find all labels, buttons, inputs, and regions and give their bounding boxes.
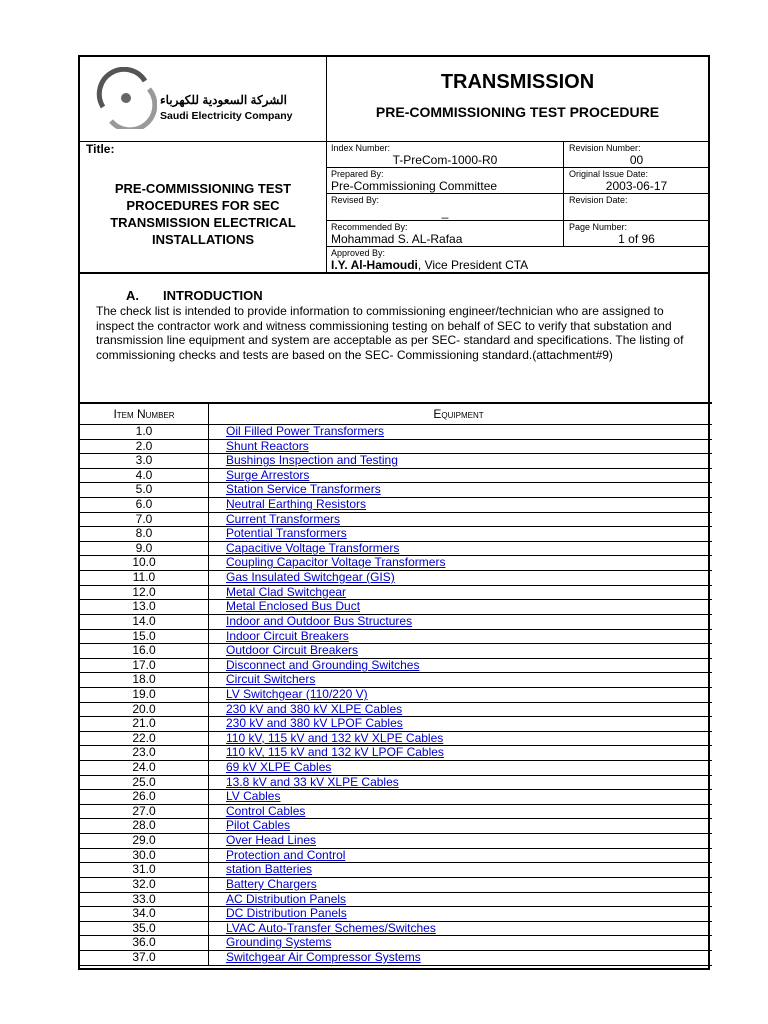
- equipment-link[interactable]: Bushings Inspection and Testing: [226, 453, 398, 468]
- table-row: [80, 498, 712, 513]
- table-row: [80, 659, 712, 674]
- recommended-label: Recommended By:: [331, 222, 408, 232]
- item-number: 16.0: [80, 644, 209, 659]
- equipment-link[interactable]: Shunt Reactors: [226, 438, 309, 453]
- table-row: [80, 761, 712, 776]
- revised-value: _: [441, 205, 449, 219]
- table-row: [80, 469, 712, 484]
- title-cell: [327, 57, 708, 142]
- item-number: 31.0: [80, 863, 209, 878]
- original-issue-value: 2003-06-17: [605, 179, 668, 193]
- equipment-link[interactable]: Current Transformers: [226, 511, 341, 526]
- item-number: 33.0: [80, 893, 209, 908]
- table-body: [80, 425, 712, 966]
- equipment-link[interactable]: LVAC Auto-Transfer Schemes/Switches: [226, 920, 436, 935]
- table-row: [80, 644, 712, 659]
- table-row: [80, 893, 712, 908]
- approved-value: [327, 258, 708, 272]
- equipment-link[interactable]: Battery Chargers: [226, 876, 317, 891]
- title-label: Title:: [86, 142, 115, 156]
- item-number: 24.0: [80, 761, 209, 776]
- table-row: [80, 732, 712, 747]
- document-page: [78, 55, 710, 970]
- equipment-link[interactable]: Station Service Transformers: [226, 482, 381, 497]
- page-number-value: 1 of 96: [618, 232, 655, 246]
- table-row: [80, 454, 712, 469]
- equipment-link[interactable]: Indoor and Outdoor Bus Structures: [226, 613, 413, 628]
- item-number: 12.0: [80, 586, 209, 601]
- table-row: [80, 819, 712, 834]
- item-number: 32.0: [80, 878, 209, 893]
- header-bottom-rule: [80, 272, 708, 274]
- introduction-section: [96, 288, 696, 362]
- prepared-label: Prepared By:: [331, 169, 384, 179]
- intro-body: The check list is intended to provide information to commissioning engineer/technician who are assigned to inspect the contractor work and witness commissioning testing on behalf of SEC to verify that substation and transmission line equipment and system are acceptable as per SEC- standard and specifications. The listing of commissioning checks and tests are based on the SEC- Commissioning standard.(attachment#9): [96, 304, 684, 362]
- equipment-link[interactable]: Outdoor Circuit Breakers: [226, 643, 359, 658]
- revision-date-label: Revision Date:: [569, 195, 628, 205]
- item-number: 6.0: [80, 498, 209, 513]
- meta-row-revised: [327, 194, 708, 221]
- equipment-link[interactable]: Indoor Circuit Breakers: [226, 628, 349, 643]
- item-number: 4.0: [80, 469, 209, 484]
- equipment-link[interactable]: Pilot Cables: [226, 818, 291, 833]
- equipment-link[interactable]: 230 kV and 380 kV LPOF Cables: [226, 716, 403, 731]
- item-number: 29.0: [80, 834, 209, 849]
- intro-number: A.: [126, 288, 139, 303]
- table-row: [80, 703, 712, 718]
- equipment-link[interactable]: Metal Clad Switchgear: [226, 584, 347, 599]
- table-row: [80, 673, 712, 688]
- equipment-link[interactable]: Protection and Control: [226, 847, 346, 862]
- table-row: [80, 688, 712, 703]
- equipment-link[interactable]: LV Cables: [226, 789, 281, 804]
- col-item-number: Item Number: [80, 404, 209, 424]
- item-number: 30.0: [80, 849, 209, 864]
- equipment-link[interactable]: Over Head Lines: [226, 833, 317, 848]
- equipment-link[interactable]: Circuit Switchers: [226, 672, 316, 687]
- table-row: [80, 922, 712, 937]
- document-title-cell: [80, 142, 327, 272]
- item-number: 28.0: [80, 819, 209, 834]
- table-row: [80, 615, 712, 630]
- item-number: 2.0: [80, 440, 209, 455]
- item-number: 8.0: [80, 527, 209, 542]
- table-row: [80, 805, 712, 820]
- table-row: [80, 440, 712, 455]
- equipment-link[interactable]: 69 kV XLPE Cables: [226, 760, 332, 775]
- logo-english-text: Saudi Electricity Company: [160, 110, 293, 122]
- meta-row-index: [327, 142, 708, 168]
- equipment-link[interactable]: Capacitive Voltage Transformers: [226, 540, 400, 555]
- approved-name: I.Y. Al-Hamoudi: [331, 258, 418, 272]
- table-row: [80, 513, 712, 528]
- table-row: [80, 542, 712, 557]
- table-row: [80, 600, 712, 615]
- header-subtitle: PRE-COMMISSIONING TEST PROCEDURE: [375, 104, 660, 120]
- equipment-table: [80, 402, 712, 964]
- table-row: [80, 878, 712, 893]
- equipment-link[interactable]: Metal Enclosed Bus Duct: [226, 599, 361, 614]
- sec-logo-icon: [95, 67, 157, 129]
- equipment-link[interactable]: Control Cables: [226, 803, 306, 818]
- item-number: 9.0: [80, 542, 209, 557]
- intro-heading: [126, 288, 696, 303]
- table-row: [80, 834, 712, 849]
- approved-role: , Vice President CTA: [417, 258, 529, 272]
- recommended-value: Mohammad S. AL-Rafaa: [331, 232, 463, 246]
- item-number: 18.0: [80, 673, 209, 688]
- equipment-link[interactable]: Switchgear Air Compressor Systems: [226, 949, 421, 964]
- revision-number-label: Revision Number:: [569, 143, 641, 153]
- item-number: 35.0: [80, 922, 209, 937]
- equipment-link[interactable]: Grounding Systems: [226, 935, 332, 950]
- item-number: 13.0: [80, 600, 209, 615]
- item-number: 11.0: [80, 571, 209, 586]
- table-header: [80, 404, 712, 425]
- approved-label: Approved By:: [331, 248, 386, 258]
- table-row: [80, 907, 712, 922]
- item-number: 7.0: [80, 513, 209, 528]
- table-row: [80, 425, 712, 440]
- equipment-link[interactable]: 110 kV, 115 kV and 132 kV XLPE Cables: [226, 730, 444, 745]
- table-row: [80, 586, 712, 601]
- equipment-link[interactable]: DC Distribution Panels: [226, 906, 347, 921]
- logo-cell: [80, 57, 327, 142]
- equipment-link[interactable]: Potential Transformers: [226, 526, 347, 541]
- equipment-link[interactable]: Oil Filled Power Transformers: [226, 424, 385, 438]
- table-row: [80, 849, 712, 864]
- equipment-link[interactable]: Neutral Earthing Resistors: [226, 497, 367, 512]
- meta-row-prepared: [327, 168, 708, 194]
- equipment-link[interactable]: Surge Arrestors: [226, 467, 310, 482]
- header-block: [80, 57, 708, 272]
- table-row: [80, 717, 712, 732]
- item-number: 19.0: [80, 688, 209, 703]
- item-number: 14.0: [80, 615, 209, 630]
- logo-arabic-text: الشركة السعودية للكهرباء: [160, 93, 287, 107]
- item-number: 27.0: [80, 805, 209, 820]
- meta-row-recommended: [327, 221, 708, 247]
- equipment-link[interactable]: Gas Insulated Switchgear (GIS): [226, 570, 395, 585]
- equipment-link[interactable]: station Batteries: [226, 862, 313, 877]
- item-number: 26.0: [80, 790, 209, 805]
- item-number: 1.0: [80, 425, 209, 440]
- equipment-link[interactable]: 230 kV and 380 kV XLPE Cables: [226, 701, 403, 716]
- equipment-link[interactable]: 13.8 kV and 33 kV XLPE Cables: [226, 774, 399, 789]
- table-row: [80, 746, 712, 761]
- original-issue-label: Original Issue Date:: [569, 169, 649, 179]
- item-number: 36.0: [80, 936, 209, 951]
- table-row: [80, 936, 712, 951]
- item-number: 20.0: [80, 703, 209, 718]
- equipment-link[interactable]: LV Switchgear (110/220 V): [226, 686, 368, 701]
- item-number: 17.0: [80, 659, 209, 674]
- table-row: [80, 951, 712, 966]
- page-number-label: Page Number:: [569, 222, 628, 232]
- item-number: 3.0: [80, 454, 209, 469]
- item-number: 25.0: [80, 776, 209, 791]
- document-title: PRE-COMMISSIONING TEST PROCEDURES FOR SEC TRANSMISSION ELECTRICAL INSTALLATIONS: [110, 181, 296, 247]
- equipment-link[interactable]: 110 kV, 115 kV and 132 kV LPOF Cables: [226, 745, 444, 760]
- intro-heading-text: INTRODUCTION: [163, 288, 263, 303]
- item-number: 23.0: [80, 746, 209, 761]
- item-number: 37.0: [80, 951, 209, 966]
- equipment-link[interactable]: AC Distribution Panels: [226, 891, 347, 906]
- meta-row-approved: [327, 247, 708, 272]
- item-number: 22.0: [80, 732, 209, 747]
- item-number: 34.0: [80, 907, 209, 922]
- item-number: 5.0: [80, 483, 209, 498]
- table-row: [80, 483, 712, 498]
- prepared-value: Pre-Commissioning Committee: [331, 179, 498, 193]
- equipment-link[interactable]: Disconnect and Grounding Switches: [226, 657, 420, 672]
- table-row: [80, 571, 712, 586]
- table-row: [80, 776, 712, 791]
- table-row: [80, 630, 712, 645]
- header-title: TRANSMISSION: [440, 71, 595, 93]
- table-row: [80, 790, 712, 805]
- revision-number-value: 00: [629, 153, 644, 167]
- table-row: [80, 556, 712, 571]
- table-row: [80, 527, 712, 542]
- equipment-link[interactable]: Coupling Capacitor Voltage Transformers: [226, 555, 446, 570]
- index-label: Index Number:: [331, 143, 391, 153]
- col-equipment: Equipment: [433, 407, 484, 421]
- index-value: T-PreCom-1000-R0: [392, 153, 498, 167]
- item-number: 10.0: [80, 556, 209, 571]
- item-number: 15.0: [80, 630, 209, 645]
- table-row: [80, 863, 712, 878]
- item-number: 21.0: [80, 717, 209, 732]
- revised-label: Revised By:: [331, 195, 380, 205]
